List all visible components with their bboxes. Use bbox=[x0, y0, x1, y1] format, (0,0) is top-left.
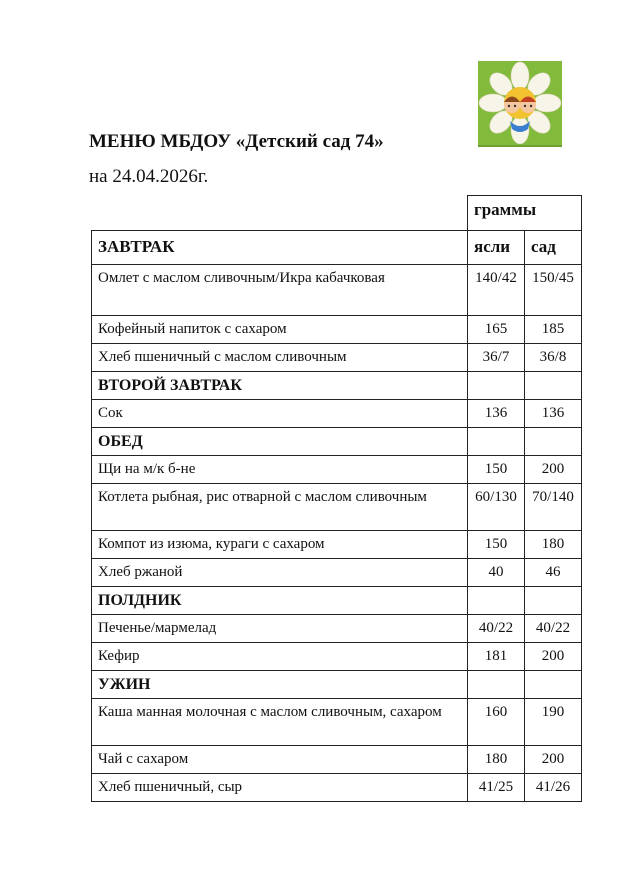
garden-grams: 200 bbox=[525, 456, 582, 484]
table-row bbox=[92, 531, 582, 559]
table-row bbox=[92, 400, 582, 428]
empty-cell bbox=[468, 372, 525, 400]
table-row bbox=[92, 265, 582, 316]
units-label: граммы bbox=[468, 196, 582, 231]
page-title: МЕНЮ МБДОУ «Детский сад 74» bbox=[89, 131, 384, 152]
garden-grams: 185 bbox=[525, 316, 582, 344]
empty-cell bbox=[525, 428, 582, 456]
dish-name: Котлета рыбная, рис отварной с маслом сливочным bbox=[92, 484, 468, 531]
nursery-grams: 136 bbox=[468, 400, 525, 428]
nursery-grams: 36/7 bbox=[468, 344, 525, 372]
nursery-grams: 41/25 bbox=[468, 774, 525, 802]
garden-grams: 200 bbox=[525, 746, 582, 774]
kindergarten-logo-icon bbox=[478, 61, 562, 147]
section-title: ВТОРОЙ ЗАВТРАК bbox=[92, 372, 468, 400]
dish-name: Кефир bbox=[92, 643, 468, 671]
section-header-row bbox=[92, 231, 582, 265]
blank-cell bbox=[92, 196, 468, 231]
empty-cell bbox=[525, 587, 582, 615]
column-nursery: ясли bbox=[468, 231, 525, 265]
nursery-grams: 140/42 bbox=[468, 265, 525, 316]
table-row bbox=[92, 615, 582, 643]
empty-cell bbox=[525, 671, 582, 699]
table-row bbox=[92, 316, 582, 344]
menu-date: на 24.04.2026г. bbox=[89, 166, 209, 187]
empty-cell bbox=[468, 671, 525, 699]
nursery-grams: 165 bbox=[468, 316, 525, 344]
table-row bbox=[92, 746, 582, 774]
section-header-row bbox=[92, 671, 582, 699]
garden-grams: 70/140 bbox=[525, 484, 582, 531]
dish-name: Омлет с маслом сливочным/Икра кабачковая bbox=[92, 265, 468, 316]
garden-grams: 40/22 bbox=[525, 615, 582, 643]
nursery-grams: 180 bbox=[468, 746, 525, 774]
section-title: УЖИН bbox=[92, 671, 468, 699]
table-row bbox=[92, 559, 582, 587]
column-garden: сад bbox=[525, 231, 582, 265]
nursery-grams: 150 bbox=[468, 456, 525, 484]
nursery-grams: 150 bbox=[468, 531, 525, 559]
dish-name: Хлеб пшеничный с маслом сливочным bbox=[92, 344, 468, 372]
garden-grams: 41/26 bbox=[525, 774, 582, 802]
table-row bbox=[92, 774, 582, 802]
units-header-row bbox=[92, 196, 582, 231]
section-title: ПОЛДНИК bbox=[92, 587, 468, 615]
garden-grams: 36/8 bbox=[525, 344, 582, 372]
nursery-grams: 40/22 bbox=[468, 615, 525, 643]
section-title: ЗАВТРАК bbox=[92, 231, 468, 265]
nursery-grams: 160 bbox=[468, 699, 525, 746]
section-header-row bbox=[92, 587, 582, 615]
table-row bbox=[92, 643, 582, 671]
section-header-row bbox=[92, 428, 582, 456]
kindergarten-logo-graphic bbox=[478, 61, 562, 145]
empty-cell bbox=[525, 372, 582, 400]
garden-grams: 180 bbox=[525, 531, 582, 559]
garden-grams: 150/45 bbox=[525, 265, 582, 316]
empty-cell bbox=[468, 587, 525, 615]
garden-grams: 136 bbox=[525, 400, 582, 428]
garden-grams: 46 bbox=[525, 559, 582, 587]
nursery-grams: 60/130 bbox=[468, 484, 525, 531]
nursery-grams: 40 bbox=[468, 559, 525, 587]
menu-table bbox=[91, 195, 582, 802]
dish-name: Компот из изюма, кураги с сахаром bbox=[92, 531, 468, 559]
dish-name: Каша манная молочная с маслом сливочным, сахаром bbox=[92, 699, 468, 746]
dish-name: Хлеб пшеничный, сыр bbox=[92, 774, 468, 802]
dish-name: Хлеб ржаной bbox=[92, 559, 468, 587]
garden-grams: 190 bbox=[525, 699, 582, 746]
nursery-grams: 181 bbox=[468, 643, 525, 671]
section-title: ОБЕД bbox=[92, 428, 468, 456]
empty-cell bbox=[468, 428, 525, 456]
table-row bbox=[92, 456, 582, 484]
dish-name: Кофейный напиток с сахаром bbox=[92, 316, 468, 344]
dish-name: Чай с сахаром bbox=[92, 746, 468, 774]
garden-grams: 200 bbox=[525, 643, 582, 671]
section-header-row bbox=[92, 372, 582, 400]
table-row bbox=[92, 699, 582, 746]
table-row bbox=[92, 344, 582, 372]
table-row bbox=[92, 484, 582, 531]
dish-name: Печенье/мармелад bbox=[92, 615, 468, 643]
dish-name: Сок bbox=[92, 400, 468, 428]
dish-name: Щи на м/к б-не bbox=[92, 456, 468, 484]
